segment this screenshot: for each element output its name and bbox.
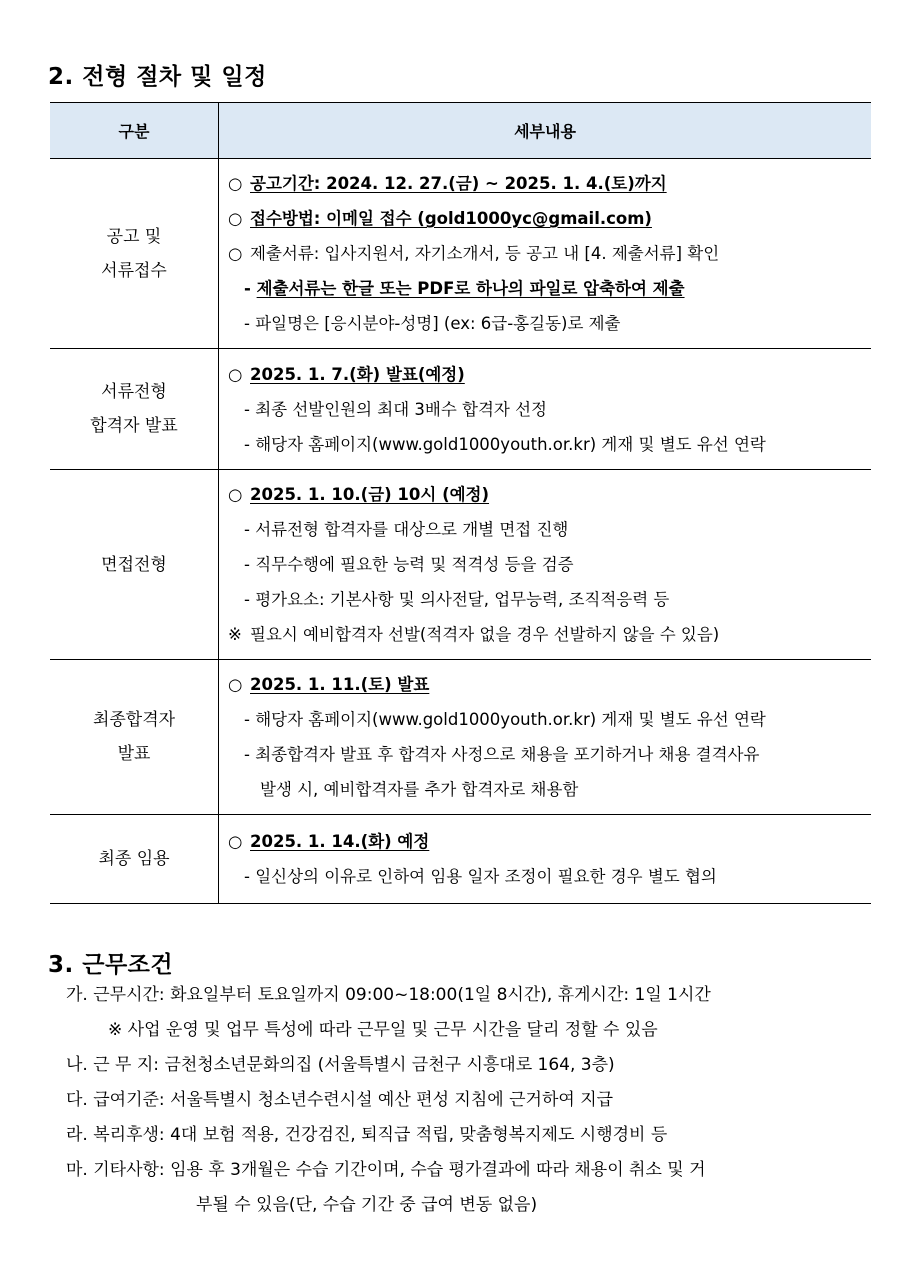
row-details <box>219 660 872 815</box>
row-category: 서류전형 합격자 발표 <box>50 349 219 470</box>
list-item: 나. 근 무 지: 금천청소년문화의집 (서울특별시 금천구 시흥대로 164, 3층) <box>66 1055 615 1075</box>
row-details <box>219 159 872 349</box>
detail-line: ○ 2025. 1. 7.(화) 발표(예정) <box>228 364 465 384</box>
row-category: 최종합격자 발표 <box>50 660 219 815</box>
list-item-continuation: 부될 수 있음(단, 수습 기간 중 급여 변동 없음) <box>196 1195 538 1215</box>
detail-line: ○ 제출서류: 입사지원서, 자기소개서, 등 공고 내 [4. 제출서류] 확인 <box>228 244 720 263</box>
detail-line: - 서류전형 합격자를 대상으로 개별 면접 진행 <box>244 520 569 539</box>
table-row <box>50 660 871 815</box>
list-item: 가. 근무시간: 화요일부터 토요일까지 09:00~18:00(1일 8시간), 휴게시간: 1일 1시간 <box>66 985 711 1005</box>
table-row <box>50 470 871 660</box>
detail-line: ○ 공고기간: 2024. 12. 27.(금) ~ 2025. 1. 4.(토)까지 <box>228 174 667 193</box>
header-details: 세부내용 <box>219 103 872 159</box>
detail-line: - 해당자 홈페이지(www.gold1000youth.or.kr) 게재 및 별도 유선 연락 <box>244 710 766 729</box>
detail-line: ※ 필요시 예비합격자 선발(적격자 없을 경우 선발하지 않을 수 있음) <box>228 625 720 644</box>
row-category: 면접전형 <box>50 470 219 660</box>
detail-line: ○ 접수방법: 이메일 접수 (gold1000yc@gmail.com) <box>228 209 652 228</box>
detail-line: - 평가요소: 기본사항 및 의사전달, 업무능력, 조직적응력 등 <box>244 590 670 609</box>
row-category: 공고 및 서류접수 <box>50 159 219 349</box>
section-2-title: 2. 전형 절차 및 일정 <box>48 64 267 90</box>
row-details <box>219 470 872 660</box>
detail-line: - 최종합격자 발표 후 합격자 사정으로 채용을 포기하거나 채용 결격사유 <box>244 745 760 764</box>
list-item-note: ※ 사업 운영 및 업무 특성에 따라 근무일 및 근무 시간을 달리 정할 수 있음 <box>108 1020 658 1040</box>
detail-line: ○ 2025. 1. 10.(금) 10시 (예정) <box>228 485 490 504</box>
row-details <box>219 349 872 470</box>
row-details <box>219 815 872 904</box>
list-item: 라. 복리후생: 4대 보험 적용, 건강검진, 퇴직급 적립, 맞춤형복지제도 시행경비 등 <box>66 1125 668 1145</box>
detail-line: - 해당자 홈페이지(www.gold1000youth.or.kr) 게재 및 별도 유선 연락 <box>244 434 766 454</box>
section-3-title: 3. 근무조건 <box>48 952 174 978</box>
detail-line: ○ 2025. 1. 11.(토) 발표 <box>228 675 430 694</box>
header-category: 구분 <box>50 103 219 159</box>
detail-line: - 직무수행에 필요한 능력 및 적격성 등을 검증 <box>244 555 574 574</box>
table-row <box>50 815 871 904</box>
table-row <box>50 159 871 349</box>
row-category: 최종 임용 <box>50 815 219 904</box>
table-row <box>50 349 871 470</box>
work-conditions-list <box>66 978 711 1223</box>
detail-line: - 최종 선발인원의 최대 3배수 합격자 선정 <box>244 399 547 419</box>
detail-line: - 제출서류는 한글 또는 PDF로 하나의 파일로 압축하여 제출 <box>244 279 685 298</box>
list-item: 마. 기타사항: 임용 후 3개월은 수습 기간이며, 수습 평가결과에 따라 채용이 취소 및 거 <box>66 1160 706 1180</box>
list-item: 다. 급여기준: 서울특별시 청소년수련시설 예산 편성 지침에 근거하여 지급 <box>66 1090 614 1110</box>
schedule-table <box>50 102 871 904</box>
detail-line: 발생 시, 예비합격자를 추가 합격자로 채용함 <box>260 780 579 799</box>
detail-line: - 일신상의 이유로 인하여 임용 일자 조정이 필요한 경우 별도 협의 <box>244 867 717 886</box>
detail-line: ○ 2025. 1. 14.(화) 예정 <box>228 832 430 851</box>
table-header-row <box>50 103 871 159</box>
detail-line: - 파일명은 [응시분야-성명] (ex: 6급-홍길동)로 제출 <box>244 314 621 333</box>
